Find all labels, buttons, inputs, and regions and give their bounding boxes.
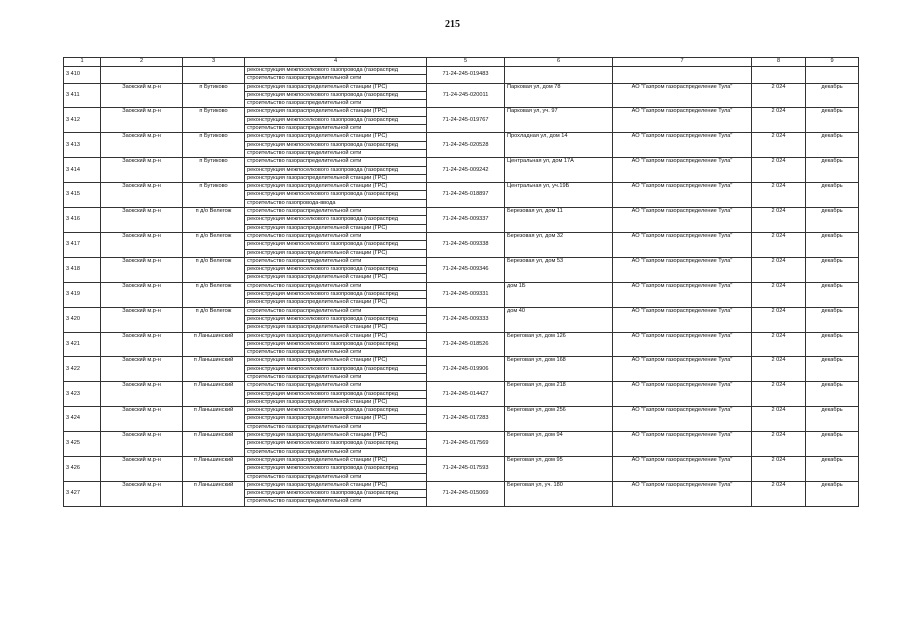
district-cell: Заокский м.р-н bbox=[101, 407, 183, 432]
district-cell: Заокский м.р-н bbox=[101, 456, 183, 481]
work-item: реконструкция межпоселкового газопровода (газораспред bbox=[245, 315, 426, 323]
work-item: реконструкция газораспределительной станции (ГРС) bbox=[245, 398, 426, 406]
object-code-cell: 71-24-245-017283 bbox=[427, 407, 505, 432]
district-cell: Заокский м.р-н bbox=[101, 307, 183, 332]
month-cell: декабрь bbox=[806, 257, 859, 282]
work-item: реконструкция газораспределительной станции (ГРС) bbox=[247, 83, 388, 90]
address-cell: Березовая ул, дом 32 bbox=[505, 232, 613, 257]
address-cell: Береговая ул, дом 168 bbox=[505, 357, 613, 382]
column-header: 1 bbox=[64, 58, 101, 67]
work-item: реконструкция газораспределительной станции (ГРС) bbox=[247, 456, 388, 463]
year-cell: 2 024 bbox=[752, 183, 806, 208]
address-cell: Парковая ул, уч. 97 bbox=[505, 108, 613, 133]
table-row bbox=[64, 208, 859, 233]
locality-cell: п д/о Велегож bbox=[183, 232, 245, 257]
month-cell: декабрь bbox=[806, 133, 859, 158]
works-cell bbox=[245, 407, 427, 432]
row-number: 3 411 bbox=[64, 83, 101, 108]
object-code-cell: 71-24-245-017593 bbox=[427, 456, 505, 481]
district-cell bbox=[101, 67, 183, 84]
year-cell: 2 024 bbox=[752, 158, 806, 183]
district-cell: Заокский м.р-н bbox=[101, 481, 183, 506]
works-cell bbox=[245, 257, 427, 282]
locality-cell: п Бутиково bbox=[183, 83, 245, 108]
locality-cell bbox=[183, 67, 245, 84]
work-item: реконструкция газораспределительной станции (ГРС) bbox=[247, 108, 388, 115]
row-number: 3 421 bbox=[64, 332, 101, 357]
locality-cell: п Бутиково bbox=[183, 133, 245, 158]
column-header: 8 bbox=[752, 58, 806, 67]
row-number: 3 424 bbox=[64, 407, 101, 432]
work-item: строительство газораспределительной сети bbox=[245, 74, 426, 82]
district-cell: Заокский м.р-н bbox=[101, 382, 183, 407]
table-row bbox=[64, 456, 859, 481]
district-cell: Заокский м.р-н bbox=[101, 432, 183, 457]
district-cell: Заокский м.р-н bbox=[101, 257, 183, 282]
work-item: реконструкция межпоселкового газопровода (газораспред bbox=[245, 365, 426, 373]
organization-cell: АО "Газпром газораспределение Тула" bbox=[613, 232, 752, 257]
work-item: реконструкция газораспределительной станции (ГРС) bbox=[247, 432, 388, 439]
organization-cell bbox=[613, 67, 752, 84]
month-cell: декабрь bbox=[806, 357, 859, 382]
row-number: 3 425 bbox=[64, 432, 101, 457]
year-cell: 2 024 bbox=[752, 357, 806, 382]
address-cell: Береговая ул, дом 256 bbox=[505, 407, 613, 432]
month-cell: декабрь bbox=[806, 83, 859, 108]
object-code-cell: 71-24-245-009331 bbox=[427, 282, 505, 307]
column-header: 3 bbox=[183, 58, 245, 67]
row-number: 3 423 bbox=[64, 382, 101, 407]
work-item: реконструкция межпоселкового газопровода (газораспред bbox=[245, 240, 426, 248]
work-item: строительство газораспределительной сети bbox=[245, 124, 426, 132]
table-row bbox=[64, 332, 859, 357]
locality-cell: п Ланьшинский bbox=[183, 407, 245, 432]
work-item: реконструкция межпоселкового газопровода (газораспред bbox=[245, 116, 426, 124]
works-cell bbox=[245, 382, 427, 407]
works-cell bbox=[245, 432, 427, 457]
table-row bbox=[64, 481, 859, 506]
object-code-cell: 71-24-245-015069 bbox=[427, 481, 505, 506]
work-item: строительство газопровода-ввода bbox=[245, 199, 426, 207]
locality-cell: п Ланьшинский bbox=[183, 332, 245, 357]
year-cell: 2 024 bbox=[752, 407, 806, 432]
organization-cell: АО "Газпром газораспределение Тула" bbox=[613, 407, 752, 432]
locality-cell: п д/о Велегож bbox=[183, 257, 245, 282]
district-cell: Заокский м.р-н bbox=[101, 232, 183, 257]
row-number: 3 426 bbox=[64, 456, 101, 481]
page-number: 215 bbox=[445, 19, 460, 30]
column-header: 4 bbox=[245, 58, 427, 67]
row-number: 3 419 bbox=[64, 282, 101, 307]
column-header: 5 bbox=[427, 58, 505, 67]
month-cell: декабрь bbox=[806, 407, 859, 432]
organization-cell: АО "Газпром газораспределение Тула" bbox=[613, 158, 752, 183]
table-row bbox=[64, 382, 859, 407]
address-cell: Центральная ул, дом 17А bbox=[505, 158, 613, 183]
row-number: 3 418 bbox=[64, 257, 101, 282]
month-cell: декабрь bbox=[806, 108, 859, 133]
year-cell: 2 024 bbox=[752, 332, 806, 357]
table-row bbox=[64, 357, 859, 382]
works-cell bbox=[245, 208, 427, 233]
organization-cell: АО "Газпром газораспределение Тула" bbox=[613, 108, 752, 133]
district-cell: Заокский м.р-н bbox=[101, 158, 183, 183]
table-row bbox=[64, 83, 859, 108]
work-item: строительство газораспределительной сети bbox=[247, 232, 362, 239]
month-cell: декабрь bbox=[806, 183, 859, 208]
object-code-cell: 71-24-245-020528 bbox=[427, 133, 505, 158]
month-cell: декабрь bbox=[806, 382, 859, 407]
work-item: реконструкция межпоселкового газопровода (газораспред bbox=[245, 91, 426, 99]
work-item: строительство газораспределительной сети bbox=[245, 423, 426, 431]
address-cell: Березовая ул, дом 53 bbox=[505, 257, 613, 282]
locality-cell: п Бутиково bbox=[183, 158, 245, 183]
year-cell: 2 024 bbox=[752, 108, 806, 133]
work-item: реконструкция газораспределительной станции (ГРС) bbox=[245, 224, 426, 232]
organization-cell: АО "Газпром газораспределение Тула" bbox=[613, 133, 752, 158]
work-item: реконструкция межпоселкового газопровода (газораспред bbox=[247, 67, 398, 73]
organization-cell: АО "Газпром газораспределение Тула" bbox=[613, 83, 752, 108]
work-item: строительство газораспределительной сети bbox=[247, 382, 362, 389]
year-cell bbox=[752, 67, 806, 84]
month-cell: декабрь bbox=[806, 232, 859, 257]
row-number: 3 415 bbox=[64, 183, 101, 208]
address-cell: дом 40 bbox=[505, 307, 613, 332]
address-cell: Парковая ул, дом 78 bbox=[505, 83, 613, 108]
row-number: 3 413 bbox=[64, 133, 101, 158]
organization-cell: АО "Газпром газораспределение Тула" bbox=[613, 332, 752, 357]
work-item: реконструкция газораспределительной станции (ГРС) bbox=[247, 183, 388, 190]
object-code-cell: 71-24-245-018897 bbox=[427, 183, 505, 208]
object-code-cell: 71-24-245-017569 bbox=[427, 432, 505, 457]
row-number: 3 422 bbox=[64, 357, 101, 382]
month-cell: декабрь bbox=[806, 332, 859, 357]
organization-cell: АО "Газпром газораспределение Тула" bbox=[613, 481, 752, 506]
works-cell bbox=[245, 158, 427, 183]
year-cell: 2 024 bbox=[752, 83, 806, 108]
table-row bbox=[64, 282, 859, 307]
work-item: реконструкция межпоселкового газопровода (газораспред bbox=[245, 340, 426, 348]
works-cell bbox=[245, 83, 427, 108]
work-item: реконструкция газораспределительной станции (ГРС) bbox=[245, 414, 426, 422]
works-cell bbox=[245, 481, 427, 506]
work-item: реконструкция межпоселкового газопровода (газораспред bbox=[245, 215, 426, 223]
table-row bbox=[64, 257, 859, 282]
work-item: реконструкция межпоселкового газопровода (газораспред bbox=[245, 265, 426, 273]
object-code-cell: 71-24-245-009242 bbox=[427, 158, 505, 183]
organization-cell: АО "Газпром газораспределение Тула" bbox=[613, 257, 752, 282]
month-cell: декабрь bbox=[806, 208, 859, 233]
work-item: реконструкция газораспределительной станции (ГРС) bbox=[245, 323, 426, 331]
work-item: строительство газораспределительной сети bbox=[247, 257, 362, 264]
address-cell: Центральная ул, уч.19Б bbox=[505, 183, 613, 208]
work-item: реконструкция газораспределительной станции (ГРС) bbox=[245, 298, 426, 306]
address-cell: дом 1Б bbox=[505, 282, 613, 307]
month-cell: декабрь bbox=[806, 432, 859, 457]
registry-table bbox=[63, 57, 859, 507]
works-cell bbox=[245, 232, 427, 257]
address-cell bbox=[505, 67, 613, 84]
work-item: строительство газораспределительной сети bbox=[245, 149, 426, 157]
work-item: строительство газораспределительной сети bbox=[247, 282, 362, 289]
works-cell bbox=[245, 307, 427, 332]
row-number: 3 427 bbox=[64, 481, 101, 506]
work-item: реконструкция межпоселкового газопровода (газораспред bbox=[245, 190, 426, 198]
year-cell: 2 024 bbox=[752, 133, 806, 158]
table-row bbox=[64, 307, 859, 332]
works-cell bbox=[245, 282, 427, 307]
object-code-cell: 71-24-245-019906 bbox=[427, 357, 505, 382]
district-cell: Заокский м.р-н bbox=[101, 208, 183, 233]
works-cell bbox=[245, 67, 427, 84]
work-item: реконструкция газораспределительной станции (ГРС) bbox=[247, 357, 388, 364]
works-cell bbox=[245, 133, 427, 158]
object-code-cell: 71-24-245-009338 bbox=[427, 232, 505, 257]
address-cell: Прохладная ул, дом 14 bbox=[505, 133, 613, 158]
works-cell bbox=[245, 108, 427, 133]
district-cell: Заокский м.р-н bbox=[101, 83, 183, 108]
organization-cell: АО "Газпром газораспределение Тула" bbox=[613, 307, 752, 332]
locality-cell: п Ланьшинский bbox=[183, 432, 245, 457]
locality-cell: п д/о Велегож bbox=[183, 208, 245, 233]
month-cell: декабрь bbox=[806, 307, 859, 332]
table-row bbox=[64, 67, 859, 84]
object-code-cell: 71-24-245-019767 bbox=[427, 108, 505, 133]
year-cell: 2 024 bbox=[752, 282, 806, 307]
object-code-cell: 71-24-245-014427 bbox=[427, 382, 505, 407]
locality-cell: п д/о Велегож bbox=[183, 307, 245, 332]
address-cell: Береговая ул, уч. 180 bbox=[505, 481, 613, 506]
month-cell bbox=[806, 67, 859, 84]
work-item: строительство газораспределительной сети bbox=[247, 307, 362, 314]
year-cell: 2 024 bbox=[752, 382, 806, 407]
organization-cell: АО "Газпром газораспределение Тула" bbox=[613, 382, 752, 407]
month-cell: декабрь bbox=[806, 282, 859, 307]
column-header: 2 bbox=[101, 58, 183, 67]
header-row bbox=[64, 58, 859, 67]
table-row bbox=[64, 407, 859, 432]
row-number: 3 417 bbox=[64, 232, 101, 257]
address-cell: Береговая ул, дом 218 bbox=[505, 382, 613, 407]
year-cell: 2 024 bbox=[752, 481, 806, 506]
row-number: 3 414 bbox=[64, 158, 101, 183]
year-cell: 2 024 bbox=[752, 232, 806, 257]
work-item: строительство газораспределительной сети bbox=[245, 448, 426, 456]
work-item: реконструкция газораспределительной станции (ГРС) bbox=[247, 332, 388, 339]
object-code-cell: 71-24-245-009337 bbox=[427, 208, 505, 233]
year-cell: 2 024 bbox=[752, 257, 806, 282]
row-number: 3 412 bbox=[64, 108, 101, 133]
row-number: 3 416 bbox=[64, 208, 101, 233]
work-item: строительство газораспределительной сети bbox=[247, 158, 362, 165]
work-item: реконструкция межпоселкового газопровода (газораспред bbox=[245, 166, 426, 174]
month-cell: декабрь bbox=[806, 158, 859, 183]
row-number: 3 410 bbox=[64, 67, 101, 84]
work-item: реконструкция межпоселкового газопровода (газораспред bbox=[245, 439, 426, 447]
work-item: строительство газораспределительной сети bbox=[245, 348, 426, 356]
work-item: реконструкция газораспределительной станции (ГРС) bbox=[245, 273, 426, 281]
locality-cell: п Ланьшинский bbox=[183, 456, 245, 481]
table-row bbox=[64, 108, 859, 133]
works-cell bbox=[245, 183, 427, 208]
object-code-cell: 71-24-245-009333 bbox=[427, 307, 505, 332]
works-cell bbox=[245, 357, 427, 382]
year-cell: 2 024 bbox=[752, 456, 806, 481]
work-item: реконструкция газораспределительной станции (ГРС) bbox=[245, 249, 426, 257]
district-cell: Заокский м.р-н bbox=[101, 183, 183, 208]
column-header: 7 bbox=[613, 58, 752, 67]
work-item: строительство газораспределительной сети bbox=[247, 208, 362, 215]
work-item: реконструкция межпоселкового газопровода (газораспред bbox=[245, 290, 426, 298]
district-cell: Заокский м.р-н bbox=[101, 133, 183, 158]
table-row bbox=[64, 158, 859, 183]
locality-cell: п Ланьшинский bbox=[183, 357, 245, 382]
district-cell: Заокский м.р-н bbox=[101, 332, 183, 357]
object-code-cell: 71-24-245-009346 bbox=[427, 257, 505, 282]
address-cell: Береговая ул, дом 126 bbox=[505, 332, 613, 357]
column-header: 6 bbox=[505, 58, 613, 67]
work-item: реконструкция газораспределительной станции (ГРС) bbox=[247, 481, 388, 488]
address-cell: Березовая ул, дом 11 bbox=[505, 208, 613, 233]
table-row bbox=[64, 183, 859, 208]
work-item: строительство газораспределительной сети bbox=[245, 497, 426, 505]
year-cell: 2 024 bbox=[752, 432, 806, 457]
district-cell: Заокский м.р-н bbox=[101, 282, 183, 307]
column-header: 9 bbox=[806, 58, 859, 67]
locality-cell: п Бутиково bbox=[183, 183, 245, 208]
locality-cell: п Ланьшинский bbox=[183, 382, 245, 407]
work-item: строительство газораспределительной сети bbox=[245, 473, 426, 481]
table-body bbox=[64, 67, 859, 507]
object-code-cell: 71-24-245-020011 bbox=[427, 83, 505, 108]
locality-cell: п Ланьшинский bbox=[183, 481, 245, 506]
organization-cell: АО "Газпром газораспределение Тула" bbox=[613, 208, 752, 233]
locality-cell: п д/о Велегож bbox=[183, 282, 245, 307]
year-cell: 2 024 bbox=[752, 307, 806, 332]
address-cell: Береговая ул, дом 94 bbox=[505, 432, 613, 457]
address-cell: Береговая ул, дом 95 bbox=[505, 456, 613, 481]
month-cell: декабрь bbox=[806, 481, 859, 506]
work-item: реконструкция межпоселкового газопровода (газораспред bbox=[247, 407, 398, 414]
organization-cell: АО "Газпром газораспределение Тула" bbox=[613, 183, 752, 208]
work-item: реконструкция межпоселкового газопровода (газораспред bbox=[245, 489, 426, 497]
district-cell: Заокский м.р-н bbox=[101, 108, 183, 133]
organization-cell: АО "Газпром газораспределение Тула" bbox=[613, 282, 752, 307]
organization-cell: АО "Газпром газораспределение Тула" bbox=[613, 432, 752, 457]
object-code-cell: 71-24-245-018526 bbox=[427, 332, 505, 357]
month-cell: декабрь bbox=[806, 456, 859, 481]
work-item: реконструкция межпоселкового газопровода (газораспред bbox=[245, 141, 426, 149]
work-item: реконструкция газораспределительной станции (ГРС) bbox=[247, 133, 388, 140]
organization-cell: АО "Газпром газораспределение Тула" bbox=[613, 456, 752, 481]
table-row bbox=[64, 232, 859, 257]
row-number: 3 420 bbox=[64, 307, 101, 332]
work-item: строительство газораспределительной сети bbox=[245, 373, 426, 381]
works-cell bbox=[245, 456, 427, 481]
table-row bbox=[64, 133, 859, 158]
works-cell bbox=[245, 332, 427, 357]
table-row bbox=[64, 432, 859, 457]
locality-cell: п Бутиково bbox=[183, 108, 245, 133]
organization-cell: АО "Газпром газораспределение Тула" bbox=[613, 357, 752, 382]
district-cell: Заокский м.р-н bbox=[101, 357, 183, 382]
work-item: реконструкция межпоселкового газопровода (газораспред bbox=[245, 464, 426, 472]
object-code-cell: 71-24-245-019483 bbox=[427, 67, 505, 84]
work-item: строительство газораспределительной сети bbox=[245, 99, 426, 107]
year-cell: 2 024 bbox=[752, 208, 806, 233]
work-item: реконструкция газораспределительной станции (ГРС) bbox=[245, 174, 426, 182]
work-item: реконструкция межпоселкового газопровода (газораспред bbox=[245, 390, 426, 398]
